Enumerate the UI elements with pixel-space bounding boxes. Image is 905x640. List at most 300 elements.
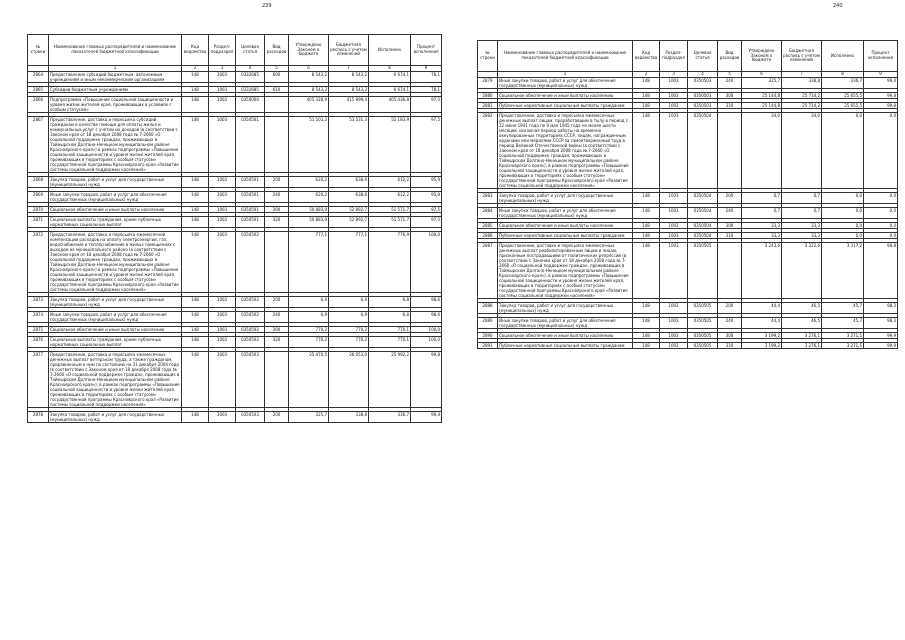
table-row bbox=[28, 177, 442, 188]
row-name: Предоставление, доставка и пересылка ежемесячной компенсации расходов на оплату электроэнергии, газ, водоснабжение и теплоснабжение в жилых помещениях с выходом из муниципального района (в соответствии с Законом края от 18 декабря 2008 года № 7-2660 «О социальной поддержке граждан, проживающих в Таймырском Долгано-Ненецком муниципальном районе Красноярского края») в рамках подпрограммы «Повышение социальной защищенности и уровня жизни жителей края, проживающих в территориях с особым статусом» государственной программы Красноярского края «Развитие системы социальной поддержки населения» bbox=[49, 232, 182, 293]
section-code: 1003 bbox=[660, 333, 688, 339]
column-number: 6 bbox=[742, 72, 782, 78]
planned-value: 8 543,2 bbox=[329, 72, 369, 83]
planned-value: 25 714,2 bbox=[782, 103, 822, 109]
expense-type: 310 bbox=[718, 343, 742, 349]
target-code: 0350504 bbox=[688, 223, 718, 229]
executed-value: 3 317,2 bbox=[822, 243, 864, 299]
row-name: Закупка товаров, работ и услуг для государственных (муниципальных) нужд bbox=[49, 297, 182, 308]
expense-type: 300 bbox=[265, 327, 289, 333]
table-row bbox=[28, 297, 442, 308]
table-row bbox=[478, 113, 898, 189]
dept-code: 148 bbox=[633, 93, 660, 99]
planned-value: 338,8 bbox=[782, 78, 822, 89]
approved-value: 33,3 bbox=[742, 233, 782, 239]
executed-value: 336,7 bbox=[822, 78, 864, 89]
section-code: 1003 bbox=[209, 297, 236, 308]
dept-code: 148 bbox=[182, 217, 209, 228]
dept-code: 148 bbox=[633, 243, 660, 299]
col-header-percent: Процент исполнения bbox=[411, 35, 442, 66]
percent-value: 100,0 bbox=[411, 232, 442, 293]
target-code: 0350505 bbox=[688, 303, 718, 314]
section-code: 1003 bbox=[209, 232, 236, 293]
expense-type bbox=[718, 113, 742, 189]
dept-code: 148 bbox=[182, 87, 209, 93]
column-number: 8 bbox=[369, 66, 411, 72]
col-header-dept: Код ведомства bbox=[633, 41, 660, 72]
row-name: Социальные выплаты гражданам, кроме публичных нормативных социальных выплат bbox=[49, 337, 182, 348]
section-code: 1003 bbox=[209, 117, 236, 173]
section-code: 1003 bbox=[209, 72, 236, 83]
executed-value: 405 436,8 bbox=[369, 97, 411, 113]
executed-value: 0,0 bbox=[822, 223, 864, 229]
approved-value: 6,9 bbox=[289, 297, 329, 308]
planned-value: 0,7 bbox=[782, 208, 822, 219]
planned-value: 46,5 bbox=[782, 303, 822, 314]
section-code: 1003 bbox=[660, 208, 688, 219]
approved-value: 620,2 bbox=[289, 177, 329, 188]
table-row bbox=[478, 193, 898, 204]
executed-value: 0,0 bbox=[822, 193, 864, 204]
section-code: 1003 bbox=[660, 93, 688, 99]
percent-value: 0,0 bbox=[864, 113, 898, 189]
percent-value: 100,0 bbox=[411, 337, 442, 348]
target-code: 0350504 bbox=[688, 113, 718, 189]
section-code: 1003 bbox=[209, 327, 236, 333]
column-number: 2 bbox=[182, 66, 209, 72]
dept-code: 148 bbox=[182, 97, 209, 113]
col-header-row-no: № строки bbox=[28, 35, 49, 66]
planned-value: 3 322,6 bbox=[782, 243, 822, 299]
planned-value: 638,6 bbox=[329, 192, 369, 203]
approved-value: 405 328,9 bbox=[289, 97, 329, 113]
target-code: 0350503 bbox=[236, 352, 265, 408]
approved-value: 770,2 bbox=[289, 337, 329, 348]
executed-value: 51 571,7 bbox=[369, 217, 411, 228]
row-name: Закупка товаров, работ и услуг для государственных (муниципальных) нужд bbox=[49, 177, 182, 188]
row-name: Иные закупки товаров, работ и услуг для обеспечения государственных (муниципальных) нужд bbox=[498, 78, 633, 89]
planned-value: 52 892,7 bbox=[329, 207, 369, 213]
page-number: 240 bbox=[833, 3, 843, 9]
planned-value: 770,2 bbox=[329, 337, 369, 348]
dept-code: 148 bbox=[182, 232, 209, 293]
section-code: 1003 bbox=[209, 97, 236, 113]
percent-value: 100,0 bbox=[411, 327, 442, 333]
column-number: 9 bbox=[411, 66, 442, 72]
table-row bbox=[28, 217, 442, 228]
expense-type: 240 bbox=[718, 318, 742, 329]
section-code: 1003 bbox=[209, 337, 236, 348]
col-header-planned: Бюджетная роспись с учетом изменений bbox=[329, 35, 369, 66]
dept-code: 148 bbox=[182, 412, 209, 423]
expense-type: 240 bbox=[265, 192, 289, 203]
dept-code: 148 bbox=[182, 72, 209, 83]
approved-value: 8 543,2 bbox=[289, 72, 329, 83]
percent-value: 99,8 bbox=[864, 93, 898, 99]
executed-value: 6,8 bbox=[369, 297, 411, 308]
approved-value: 3 199,2 bbox=[742, 333, 782, 339]
approved-value: 6,9 bbox=[289, 312, 329, 323]
target-code: 0350501 bbox=[236, 217, 265, 228]
row-number: 2878 bbox=[28, 412, 49, 423]
dept-code: 148 bbox=[633, 343, 660, 349]
executed-value: 45,7 bbox=[822, 303, 864, 314]
target-code: 0350503 bbox=[688, 78, 718, 89]
expense-type bbox=[265, 232, 289, 293]
expense-type bbox=[265, 97, 289, 113]
approved-value: 3 199,2 bbox=[742, 343, 782, 349]
section-code: 1003 bbox=[660, 193, 688, 204]
percent-value: 78,1 bbox=[411, 87, 442, 93]
dept-code: 148 bbox=[182, 327, 209, 333]
target-code: 0350501 bbox=[236, 207, 265, 213]
percent-value: 97,5 bbox=[411, 117, 442, 173]
column-number: 4 bbox=[688, 72, 718, 78]
executed-value: 612,2 bbox=[369, 192, 411, 203]
row-number: 2865 bbox=[28, 87, 49, 93]
approved-value: 620,2 bbox=[289, 192, 329, 203]
dept-code: 148 bbox=[633, 233, 660, 239]
row-number: 2891 bbox=[478, 343, 498, 349]
expense-type: 310 bbox=[718, 103, 742, 109]
section-code: 1003 bbox=[209, 177, 236, 188]
table-row bbox=[478, 78, 898, 89]
row-number: 2888 bbox=[478, 303, 498, 314]
percent-value: 99,8 bbox=[411, 352, 442, 408]
row-name: Социальное обеспечение и иные выплаты населению bbox=[498, 93, 633, 99]
row-number: 2875 bbox=[28, 327, 49, 333]
row-name: Иные закупки товаров, работ и услуг для обеспечения государственных (муниципальных) нужд bbox=[49, 312, 182, 323]
header-row bbox=[28, 35, 442, 66]
planned-value: 338,8 bbox=[329, 412, 369, 423]
table-row bbox=[478, 343, 898, 349]
row-name: Социальные выплаты гражданам, кроме публичных нормативных социальных выплат bbox=[49, 217, 182, 228]
section-code: 1003 bbox=[660, 103, 688, 109]
dept-code: 148 bbox=[182, 352, 209, 408]
approved-value: 44,4 bbox=[742, 303, 782, 314]
expense-type bbox=[265, 117, 289, 173]
dept-code: 148 bbox=[633, 193, 660, 204]
table-row bbox=[28, 192, 442, 203]
dept-code: 148 bbox=[633, 318, 660, 329]
planned-value: 33,3 bbox=[782, 223, 822, 229]
dept-code: 148 bbox=[182, 312, 209, 323]
row-name: Предоставление, доставка и пересылка ежемесячных денежных выплат ветеранам труда, а также гражданам, приравненным к ним по состоянию на 31 декабря 2004 года (в соответствии с Законом края от 18 декабря 2008 года № 7-2660 «О социальной поддержке граждан, проживающих в Таймырском Долгано-Ненецком муниципальном районе Красноярского края»), в рамках подпрограммы «Повышение социальной защищенности и уровня жизни жителей края, проживающих в территориях с особым статусом» государственной программы Красноярского края «Развитие системы социальной поддержки населения» bbox=[50, 352, 180, 407]
dept-code: 148 bbox=[633, 208, 660, 219]
executed-value: 25 655,5 bbox=[822, 93, 864, 99]
row-name: Социальное обеспечение и иные выплаты населению bbox=[49, 207, 182, 213]
executed-value: 776,9 bbox=[369, 232, 411, 293]
section-code: 1003 bbox=[209, 412, 236, 423]
col-header-target: Целевая статья bbox=[688, 41, 718, 72]
percent-value: 98,3 bbox=[864, 318, 898, 329]
col-header-section: Раздел-подраздел bbox=[660, 41, 688, 72]
dept-code: 148 bbox=[182, 207, 209, 213]
row-number: 2877 bbox=[28, 352, 49, 408]
column-number: 7 bbox=[782, 72, 822, 78]
target-code: 0332685 bbox=[236, 72, 265, 83]
planned-value: 53 531,3 bbox=[329, 117, 369, 173]
row-number: 2885 bbox=[478, 223, 498, 229]
row-name: Социальное обеспечение и иные выплаты населению bbox=[49, 327, 182, 333]
target-code: 0350504 bbox=[688, 233, 718, 239]
expense-type: 300 bbox=[718, 223, 742, 229]
budget-table bbox=[27, 34, 442, 423]
budget-table bbox=[477, 40, 898, 349]
column-number: 9 bbox=[864, 72, 898, 78]
approved-value: 50 883,0 bbox=[289, 217, 329, 228]
executed-value: 770,1 bbox=[369, 327, 411, 333]
approved-value: 325,7 bbox=[742, 78, 782, 89]
planned-value: 34,0 bbox=[782, 113, 822, 189]
col-header-row-no: № строки bbox=[478, 41, 498, 72]
executed-value: 3 271,5 bbox=[822, 333, 864, 339]
page-right bbox=[455, 0, 905, 640]
executed-value: 0,0 bbox=[822, 208, 864, 219]
percent-value: 97,5 bbox=[411, 97, 442, 113]
row-number: 2872 bbox=[28, 232, 49, 293]
dept-code: 148 bbox=[182, 177, 209, 188]
expense-type bbox=[718, 243, 742, 299]
section-code: 1003 bbox=[209, 352, 236, 408]
approved-value: 44,4 bbox=[742, 318, 782, 329]
section-code: 1003 bbox=[660, 303, 688, 314]
percent-value: 99,4 bbox=[411, 412, 442, 423]
dept-code: 148 bbox=[633, 103, 660, 109]
table-row bbox=[28, 97, 442, 113]
percent-value: 95,9 bbox=[411, 177, 442, 188]
percent-value: 0,0 bbox=[864, 193, 898, 204]
approved-value: 770,2 bbox=[289, 327, 329, 333]
section-code: 1003 bbox=[660, 243, 688, 299]
row-number: 2870 bbox=[28, 207, 49, 213]
dept-code: 148 bbox=[633, 333, 660, 339]
expense-type: 200 bbox=[265, 177, 289, 188]
target-code: 0350503 bbox=[688, 103, 718, 109]
approved-value: 51 503,2 bbox=[289, 117, 329, 173]
column-number: 6 bbox=[289, 66, 329, 72]
section-code: 1003 bbox=[660, 318, 688, 329]
executed-value: 612,2 bbox=[369, 177, 411, 188]
row-number: 2868 bbox=[28, 177, 49, 188]
section-code: 1003 bbox=[660, 343, 688, 349]
approved-value: 34,0 bbox=[742, 113, 782, 189]
col-header-dept: Код ведомства bbox=[182, 35, 209, 66]
dept-code: 148 bbox=[633, 113, 660, 189]
col-header-section: Раздел-подраздел bbox=[209, 35, 236, 66]
row-number: 2880 bbox=[478, 93, 498, 99]
executed-value: 52 183,9 bbox=[369, 117, 411, 173]
row-name: Предоставление субсидий бюджетным, автономным учреждениям и иным некоммерческим организациям bbox=[49, 72, 182, 83]
table-row bbox=[478, 318, 898, 329]
col-header-approved: Утверждено Законом о бюджете bbox=[742, 41, 782, 72]
executed-value: 6 674,1 bbox=[369, 87, 411, 93]
target-code: 0332685 bbox=[236, 87, 265, 93]
target-code: 0350504 bbox=[688, 193, 718, 204]
percent-value: 97,5 bbox=[411, 207, 442, 213]
section-code: 1003 bbox=[660, 233, 688, 239]
dept-code: 148 bbox=[182, 117, 209, 173]
section-code: 1003 bbox=[209, 87, 236, 93]
approved-value: 25 144,8 bbox=[742, 103, 782, 109]
col-header-percent: Процент исполнения bbox=[864, 41, 898, 72]
executed-value: 25 655,5 bbox=[822, 103, 864, 109]
table-row bbox=[28, 232, 442, 293]
expense-type: 200 bbox=[265, 297, 289, 308]
executed-value: 6 674,1 bbox=[369, 72, 411, 83]
approved-value: 25 144,8 bbox=[742, 93, 782, 99]
row-number: 2866 bbox=[28, 97, 49, 113]
row-name: Социальное обеспечение и иные выплаты населению bbox=[498, 333, 633, 339]
percent-value: 99,9 bbox=[864, 333, 898, 339]
row-number: 2889 bbox=[478, 318, 498, 329]
executed-value: 25 992,2 bbox=[369, 352, 411, 408]
row-number: 2876 bbox=[28, 337, 49, 348]
expense-type: 320 bbox=[265, 337, 289, 348]
row-number: 2867 bbox=[28, 117, 49, 173]
row-name: Публичные нормативные социальные выплаты гражданам bbox=[498, 103, 633, 109]
target-code: 0350502 bbox=[236, 337, 265, 348]
target-code: 0350505 bbox=[688, 343, 718, 349]
percent-value: 99,9 bbox=[864, 343, 898, 349]
planned-value: 33,3 bbox=[782, 233, 822, 239]
percent-value: 99,8 bbox=[864, 243, 898, 299]
dept-code: 148 bbox=[633, 223, 660, 229]
approved-value: 3 243,6 bbox=[742, 243, 782, 299]
col-header-type: Вид расходов bbox=[718, 41, 742, 72]
planned-value: 638,6 bbox=[329, 177, 369, 188]
col-header-approved: Утверждено Законом о бюджете bbox=[289, 35, 329, 66]
planned-value: 3 276,1 bbox=[782, 343, 822, 349]
expense-type: 200 bbox=[718, 303, 742, 314]
approved-value: 33,3 bbox=[742, 223, 782, 229]
table-row bbox=[28, 352, 442, 408]
target-code: 0350501 bbox=[236, 117, 265, 173]
target-code: 0350502 bbox=[236, 312, 265, 323]
row-number: 2887 bbox=[478, 243, 498, 299]
row-name: Социальное обеспечение и иные выплаты населению bbox=[498, 223, 633, 229]
percent-value: 98,6 bbox=[411, 297, 442, 308]
column-number: 5 bbox=[265, 66, 289, 72]
table-row bbox=[28, 412, 442, 423]
row-number: 2879 bbox=[478, 78, 498, 89]
expense-type: 240 bbox=[718, 78, 742, 89]
table-row bbox=[28, 337, 442, 348]
row-name: Предоставление, доставка и пересылка ежемесячных денежных выплат лицам, проработавшим в тылу в период с 22 июня 1941 года по 9 мая 1945 года не менее шести месяцев, исключая период работы на временно оккупированных территориях СССР, лицам, награжденным орденами или медалями СССР за самоотверженный труд в период Великой Отечественной войны (в соответствии с Законом края от 18 декабря 2008 года № 7-2660 «О социальной поддержке граждан, проживающих в Таймырском Долгано-Ненецком муниципальном районе Красноярского края»), в рамках подпрограммы «Повышение социальной защищенности и уровня жизни жителей края, проживающих в территориях с особым статусом» государственной программы Красноярского края «Развитие системы социальной поддержки населения» bbox=[498, 113, 633, 189]
planned-value: 52 892,7 bbox=[329, 217, 369, 228]
section-code: 1003 bbox=[660, 223, 688, 229]
row-name: Предоставление, доставка и пересылка ежемесячных денежных выплат реабилитированным лицам и лицам, признанным пострадавшими от политических репрессий (в соответствии с Законом края от 18 декабря 2008 года № 7-2660 «О социальной поддержке граждан, проживающих в Таймырском Долгано-Ненецком муниципальном районе Красноярского края»), в рамках подпрограммы «Повышение социальной защищенности и уровня жизни жителей края, проживающих в территориях с особым статусом» государственной программы Красноярского края «Развитие системы социальной поддержки населения» bbox=[498, 243, 633, 299]
planned-value: 0,7 bbox=[782, 193, 822, 204]
column-number: 5 bbox=[718, 72, 742, 78]
col-header-planned: Бюджетная роспись с учетом изменений bbox=[782, 41, 822, 72]
dept-code: 148 bbox=[633, 78, 660, 89]
column-number: 3 bbox=[660, 72, 688, 78]
column-number: 1 bbox=[49, 66, 182, 72]
header-row bbox=[478, 41, 898, 72]
section-code: 1003 bbox=[209, 192, 236, 203]
executed-value: 336,7 bbox=[369, 412, 411, 423]
row-name: Субсидии бюджетным учреждениям bbox=[49, 87, 182, 93]
section-code: 1003 bbox=[660, 113, 688, 189]
target-code: 0350505 bbox=[688, 318, 718, 329]
col-header-name: Наименование главных распорядителей и наименование показателей бюджетной классификации bbox=[49, 35, 182, 66]
expense-type: 310 bbox=[718, 233, 742, 239]
row-number: 2864 bbox=[28, 72, 49, 83]
column-number: 4 bbox=[236, 66, 265, 72]
expense-type: 240 bbox=[265, 312, 289, 323]
planned-value: 6,9 bbox=[329, 312, 369, 323]
table-row bbox=[478, 208, 898, 219]
dept-code: 148 bbox=[182, 337, 209, 348]
expense-type: 300 bbox=[265, 207, 289, 213]
table-row bbox=[28, 72, 442, 83]
target-code: 0350505 bbox=[688, 333, 718, 339]
row-name: Иные закупки товаров, работ и услуг для обеспечения государственных (муниципальных) нужд bbox=[498, 318, 633, 329]
percent-value: 0,0 bbox=[864, 233, 898, 239]
row-number: 2869 bbox=[28, 192, 49, 203]
approved-value: 325,7 bbox=[289, 412, 329, 423]
expense-type: 300 bbox=[718, 93, 742, 99]
column-number: 2 bbox=[633, 72, 660, 78]
executed-value: 6,8 bbox=[369, 312, 411, 323]
percent-value: 78,1 bbox=[411, 72, 442, 83]
percent-value: 99,8 bbox=[864, 103, 898, 109]
percent-value: 98,3 bbox=[864, 303, 898, 314]
executed-value: 0,0 bbox=[822, 113, 864, 189]
column-number: 3 bbox=[209, 66, 236, 72]
approved-value: 50 883,0 bbox=[289, 207, 329, 213]
percent-value: 0,0 bbox=[864, 208, 898, 219]
row-name: Иные закупки товаров, работ и услуг для обеспечения государственных (муниципальных) нужд bbox=[498, 208, 633, 219]
row-name: Подпрограмма «Повышение социальной защищенности и уровня жизни жителей края, проживающих в условиях с особым статусом» bbox=[49, 97, 182, 113]
planned-value: 770,2 bbox=[329, 327, 369, 333]
percent-value: 99,4 bbox=[864, 78, 898, 89]
table-row bbox=[28, 117, 442, 173]
col-header-executed: Исполнено bbox=[369, 35, 411, 66]
section-code: 1003 bbox=[209, 312, 236, 323]
expense-type: 200 bbox=[265, 412, 289, 423]
expense-type: 240 bbox=[718, 208, 742, 219]
expense-type: 200 bbox=[718, 193, 742, 204]
planned-value: 777,1 bbox=[329, 232, 369, 293]
approved-value: 0,7 bbox=[742, 193, 782, 204]
percent-value: 98,6 bbox=[411, 312, 442, 323]
section-code: 1003 bbox=[209, 217, 236, 228]
planned-value: 415 899,4 bbox=[329, 97, 369, 113]
section-code: 1003 bbox=[660, 78, 688, 89]
row-number: 2871 bbox=[28, 217, 49, 228]
col-header-executed: Исполнено bbox=[822, 41, 864, 72]
row-name: Публичные нормативные социальные выплаты гражданам bbox=[498, 233, 633, 239]
table-row bbox=[478, 243, 898, 299]
expense-type bbox=[265, 352, 289, 408]
percent-value: 0,0 bbox=[864, 223, 898, 229]
row-name: Закупка товаров, работ и услуг для государственных (муниципальных) нужд bbox=[49, 412, 182, 423]
percent-value: 97,5 bbox=[411, 217, 442, 228]
col-header-name: Наименование главных распорядителей и наименование показателей бюджетной классификации bbox=[498, 41, 633, 72]
planned-value: 3 276,1 bbox=[782, 333, 822, 339]
expense-type: 610 bbox=[265, 87, 289, 93]
row-number: 2884 bbox=[478, 208, 498, 219]
row-name: Иные закупки товаров, работ и услуг для обеспечения государственных (муниципальных) нужд bbox=[49, 192, 182, 203]
row-number: 2881 bbox=[478, 103, 498, 109]
target-code: 0350501 bbox=[236, 177, 265, 188]
expense-type: 600 bbox=[265, 72, 289, 83]
column-number: 7 bbox=[329, 66, 369, 72]
column-number: 8 bbox=[822, 72, 864, 78]
row-number: 2890 bbox=[478, 333, 498, 339]
